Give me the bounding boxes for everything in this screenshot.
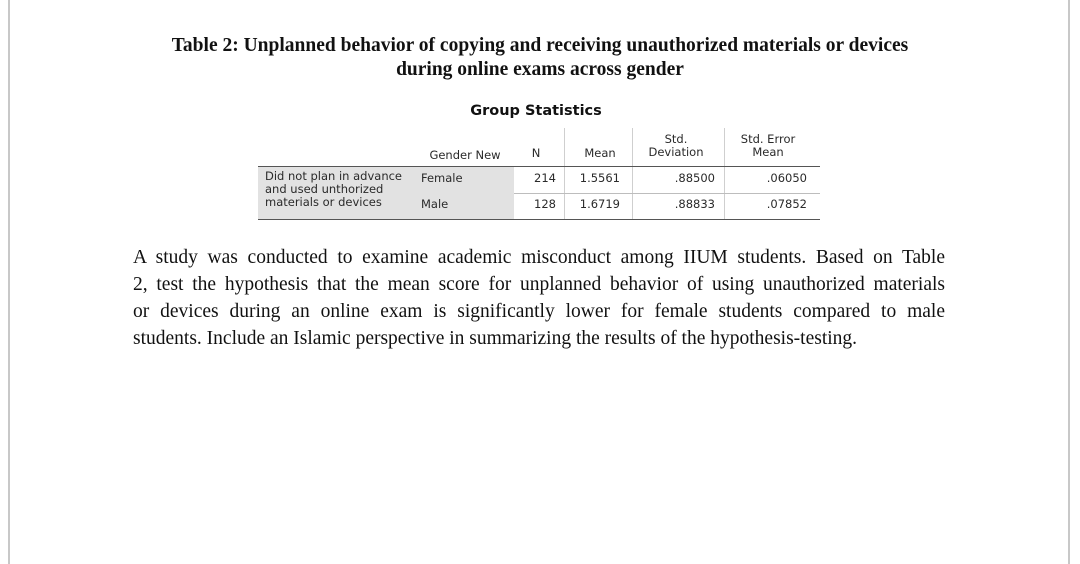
header-std-deviation-line2: Deviation — [648, 145, 704, 159]
header-gender: Gender New — [429, 148, 501, 162]
row-male-sd: .88833 — [674, 197, 715, 211]
question-line-1: A study was conducted to examine academic misconduct among IIUM students. Based on Table — [133, 247, 945, 268]
question-line-3: or devices during an online exam is significantly lower for female students compared to male — [133, 301, 945, 322]
row-male-se: .07852 — [766, 197, 807, 211]
header-std-deviation — [634, 133, 718, 159]
question-paragraph — [133, 244, 945, 352]
variable-label-line2: and used unthorized — [265, 182, 384, 196]
row-female-se: .06050 — [766, 171, 807, 185]
row-male-gender: Male — [416, 193, 514, 219]
row-female-gender: Female — [416, 167, 514, 193]
question-line-2: 2, test the hypothesis that the mean score for unplanned behavior of using unauthorized materials — [133, 274, 945, 295]
page-border-right — [1068, 0, 1070, 564]
row-male-mean: 1.6719 — [579, 197, 620, 211]
page-border-left — [8, 0, 10, 564]
variable-label-line1: Did not plan in advance — [265, 169, 403, 183]
table-caption — [130, 34, 950, 82]
row-female-sd: .88500 — [674, 171, 715, 185]
row-male-n: 128 — [534, 197, 556, 211]
bottom-rule — [258, 219, 820, 220]
row-female-n: 214 — [534, 171, 556, 185]
header-std-error-mean — [726, 133, 810, 159]
header-std-deviation-line1: Std. — [664, 132, 688, 146]
caption-line-2: during online exams across gender — [396, 59, 684, 80]
header-n: N — [531, 146, 541, 160]
header-mean: Mean — [584, 146, 616, 160]
header-std-error-line2: Mean — [752, 145, 784, 159]
group-statistics-title: Group Statistics — [470, 103, 602, 119]
header-std-error-line1: Std. Error — [740, 132, 796, 146]
question-line-4: students. Include an Islamic perspective in summarizing the results of the hypothesis-testing. — [133, 328, 858, 349]
variable-label — [258, 167, 416, 219]
row-female-mean: 1.5561 — [579, 171, 620, 185]
variable-label-line3: materials or devices — [265, 195, 382, 209]
caption-line-1: Table 2: Unplanned behavior of copying and receiving unauthorized materials or devices — [171, 35, 909, 56]
